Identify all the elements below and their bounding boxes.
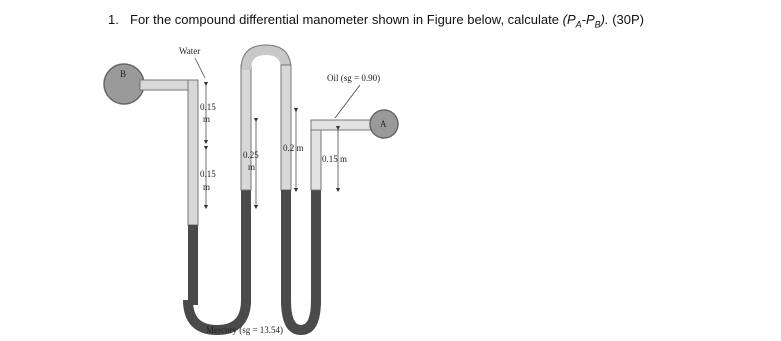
dim-015-bottom-unit: m (203, 182, 211, 192)
pipe-a (311, 120, 376, 130)
dim-015-top-unit: m (203, 114, 211, 124)
point-a-label: A (380, 119, 387, 129)
question-points: (30P) (608, 12, 644, 27)
dim-02-label: 0.2 m (283, 143, 304, 153)
tube-4-mercury (311, 190, 321, 305)
point-b-label: B (120, 69, 127, 79)
pipe-b (140, 80, 195, 90)
tube-3-water (281, 65, 291, 190)
dim-025-value: 0.25 (243, 150, 259, 160)
mercury-label: Mercury (sg = 13.54) (206, 325, 284, 335)
u-bend-top (246, 50, 286, 70)
tube-1-water (188, 80, 198, 225)
dim-015-bottom-value: 0.15 (200, 169, 216, 179)
tube-4-oil (311, 124, 321, 190)
dim-015-top-value: 0.15 (200, 102, 216, 112)
tube-3-mercury (281, 190, 291, 305)
question-number: 1. (108, 12, 119, 27)
pressure-formula: $(P_A-P_B)$. (562, 12, 609, 30)
tube-1-mercury (188, 225, 198, 305)
dim-015-right-label: 0.15 m (322, 154, 348, 164)
question-prompt: For the compound differential manometer shown in Figure below, calculate (130, 12, 563, 27)
oil-label: Oil (sg = 0.90) (327, 73, 381, 83)
water-label: Water (179, 46, 201, 56)
tube-2-mercury (241, 190, 251, 305)
dim-025-unit: m (248, 162, 256, 172)
